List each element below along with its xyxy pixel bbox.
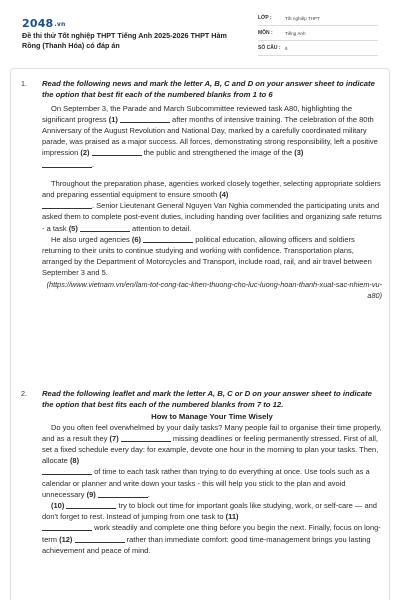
answer-blank[interactable]: [120, 116, 170, 123]
source-citation: (https://www.vietnam.vn/en/lam-tot-cong-tac-khen-thuong-cho-luc-luong-hoan-thanh-xuat-sac-nhiem-vu-a80): [46, 279, 382, 300]
passage-text: . Senior Lieutenant General Nguyen Van Nghia commended the participating units and asked them to complete post-event duties, including handing over facilities and organizing safe returns - a task: [42, 201, 382, 233]
passage-text: Throughout the preparation phase, agencies worked closely together, selecting appropriate soldiers and preparing essential equipment to ensure smooth: [42, 178, 381, 200]
passage-text: try to block out time for important goals like studying, work, or self-care — and don't forget to rest. Instead of jumping from one task to: [42, 501, 377, 522]
blank-number: (6): [131, 234, 142, 244]
answer-blank[interactable]: [66, 502, 116, 509]
meta-value: Tốt nghiệp THPT: [285, 15, 320, 21]
question-instruction: Read the following leaflet and mark the letter A, B, C or D on your answer sheet to indicate the option that best fits each of the numbered blanks from 7 to 12.: [42, 389, 372, 409]
blank-number: (11): [225, 512, 239, 522]
question-body: [42, 79, 382, 301]
meta-label: SỐ CÂU :: [258, 45, 281, 51]
answer-blank[interactable]: [121, 435, 171, 442]
passage-text: missing deadlines or feeling permanently stressed. First of all, set a fixed schedule every day: for example, devote one hour in the morning to plan your tasks. Then, allocate: [42, 433, 379, 466]
passage-text: On September 3, the Parade and March Subcommittee reviewed task A80, highlighting the significant progress: [42, 103, 353, 124]
blank-number: (7): [109, 433, 119, 443]
blank-number: (10): [51, 501, 65, 511]
blank-number: (8): [69, 456, 80, 466]
blank-number: (2): [80, 148, 90, 158]
logo-text: 2048: [22, 17, 54, 30]
question-number: 1.: [21, 79, 27, 88]
answer-blank[interactable]: [42, 202, 92, 209]
passage-text: .: [92, 159, 95, 169]
answer-blank[interactable]: [42, 468, 92, 475]
exam-meta: [258, 14, 378, 59]
passage-text: political education, allowing officers and soldiers returning to their units to continue studying and working with confidence. Transportation plans, arranged by the Department of Motorcycles and Transport, include road, rail, and air travel between September 3 and 5.: [42, 234, 372, 278]
passage-text: He also urged agencies: [51, 234, 132, 244]
question-number: 2.: [21, 389, 27, 398]
blank-number: (1): [108, 114, 118, 124]
answer-blank[interactable]: [80, 225, 130, 232]
answer-blank[interactable]: [42, 524, 92, 531]
question-card: [10, 68, 390, 600]
passage-paragraph: [42, 103, 382, 170]
passage-text: work steadily and complete one thing before you begin the next. Finally, focus on long-term: [42, 523, 381, 544]
document-header: [0, 0, 400, 62]
blank-number: (3): [294, 148, 304, 158]
passage-paragraph: [42, 234, 382, 279]
passage-paragraph: [42, 422, 382, 500]
question-body: [42, 389, 382, 556]
passage-text: rather than immediate comfort: good time-management brings you lasting achievement and peace of mind.: [42, 534, 371, 555]
passage-text: after months of intensive training. The celebration of the 80th Anniversary of the August Revolution and National Day, marked by a carefully coordinated military parade, was praised as a major success. All forces, demonstrating strong responsibility, left a positive impression: [42, 114, 378, 158]
passage-text: attention to detail.: [129, 223, 192, 233]
answer-blank[interactable]: [98, 491, 148, 498]
site-logo[interactable]: [22, 17, 65, 30]
blank-number: (4): [219, 190, 229, 200]
meta-label: MÔN :: [258, 30, 273, 36]
question-instruction: Read the following news and mark the letter A, B, C and D on your answer sheet to indicate the option that best fit each of the numbered blanks from 1 to 6: [42, 79, 375, 99]
answer-blank[interactable]: [143, 236, 193, 243]
meta-count-row: [258, 44, 378, 56]
logo-tld: .vn: [54, 21, 66, 28]
passage-text: the public and strengthened the image of the: [141, 148, 295, 158]
page-title: Đề thi thử Tốt nghiệp THPT Tiếng Anh 2025-2026 THPT Hàm Rồng (Thanh Hóa) có đáp án: [22, 31, 227, 50]
passage-paragraph: [42, 178, 382, 234]
meta-value: 6: [285, 45, 288, 51]
passage-paragraph: [42, 500, 382, 556]
meta-value: Tiếng Anh: [285, 30, 306, 36]
answer-blank[interactable]: [75, 536, 125, 543]
answer-blank[interactable]: [92, 149, 142, 156]
answer-blank[interactable]: [42, 159, 95, 169]
passage-text: of time to each task rather than trying to do everything at once. Use tools such as a calendar or planner and write down your tasks - this will help you stick to the plan and avoid unnecessary: [42, 467, 370, 499]
blank-number: (5): [68, 223, 78, 233]
meta-class-row: [258, 14, 378, 26]
blank-number: (12): [59, 534, 73, 544]
passage-text: Do you often feel overwhelmed by your daily tasks? Many people fail to organise their time properly, and as a result they: [42, 422, 382, 443]
meta-label: LỚP :: [258, 15, 272, 21]
passage-text: .: [147, 489, 150, 499]
leaflet-title: How to Manage Your Time Wisely: [151, 411, 273, 421]
meta-subject-row: [258, 29, 378, 41]
blank-number: (9): [86, 489, 96, 499]
